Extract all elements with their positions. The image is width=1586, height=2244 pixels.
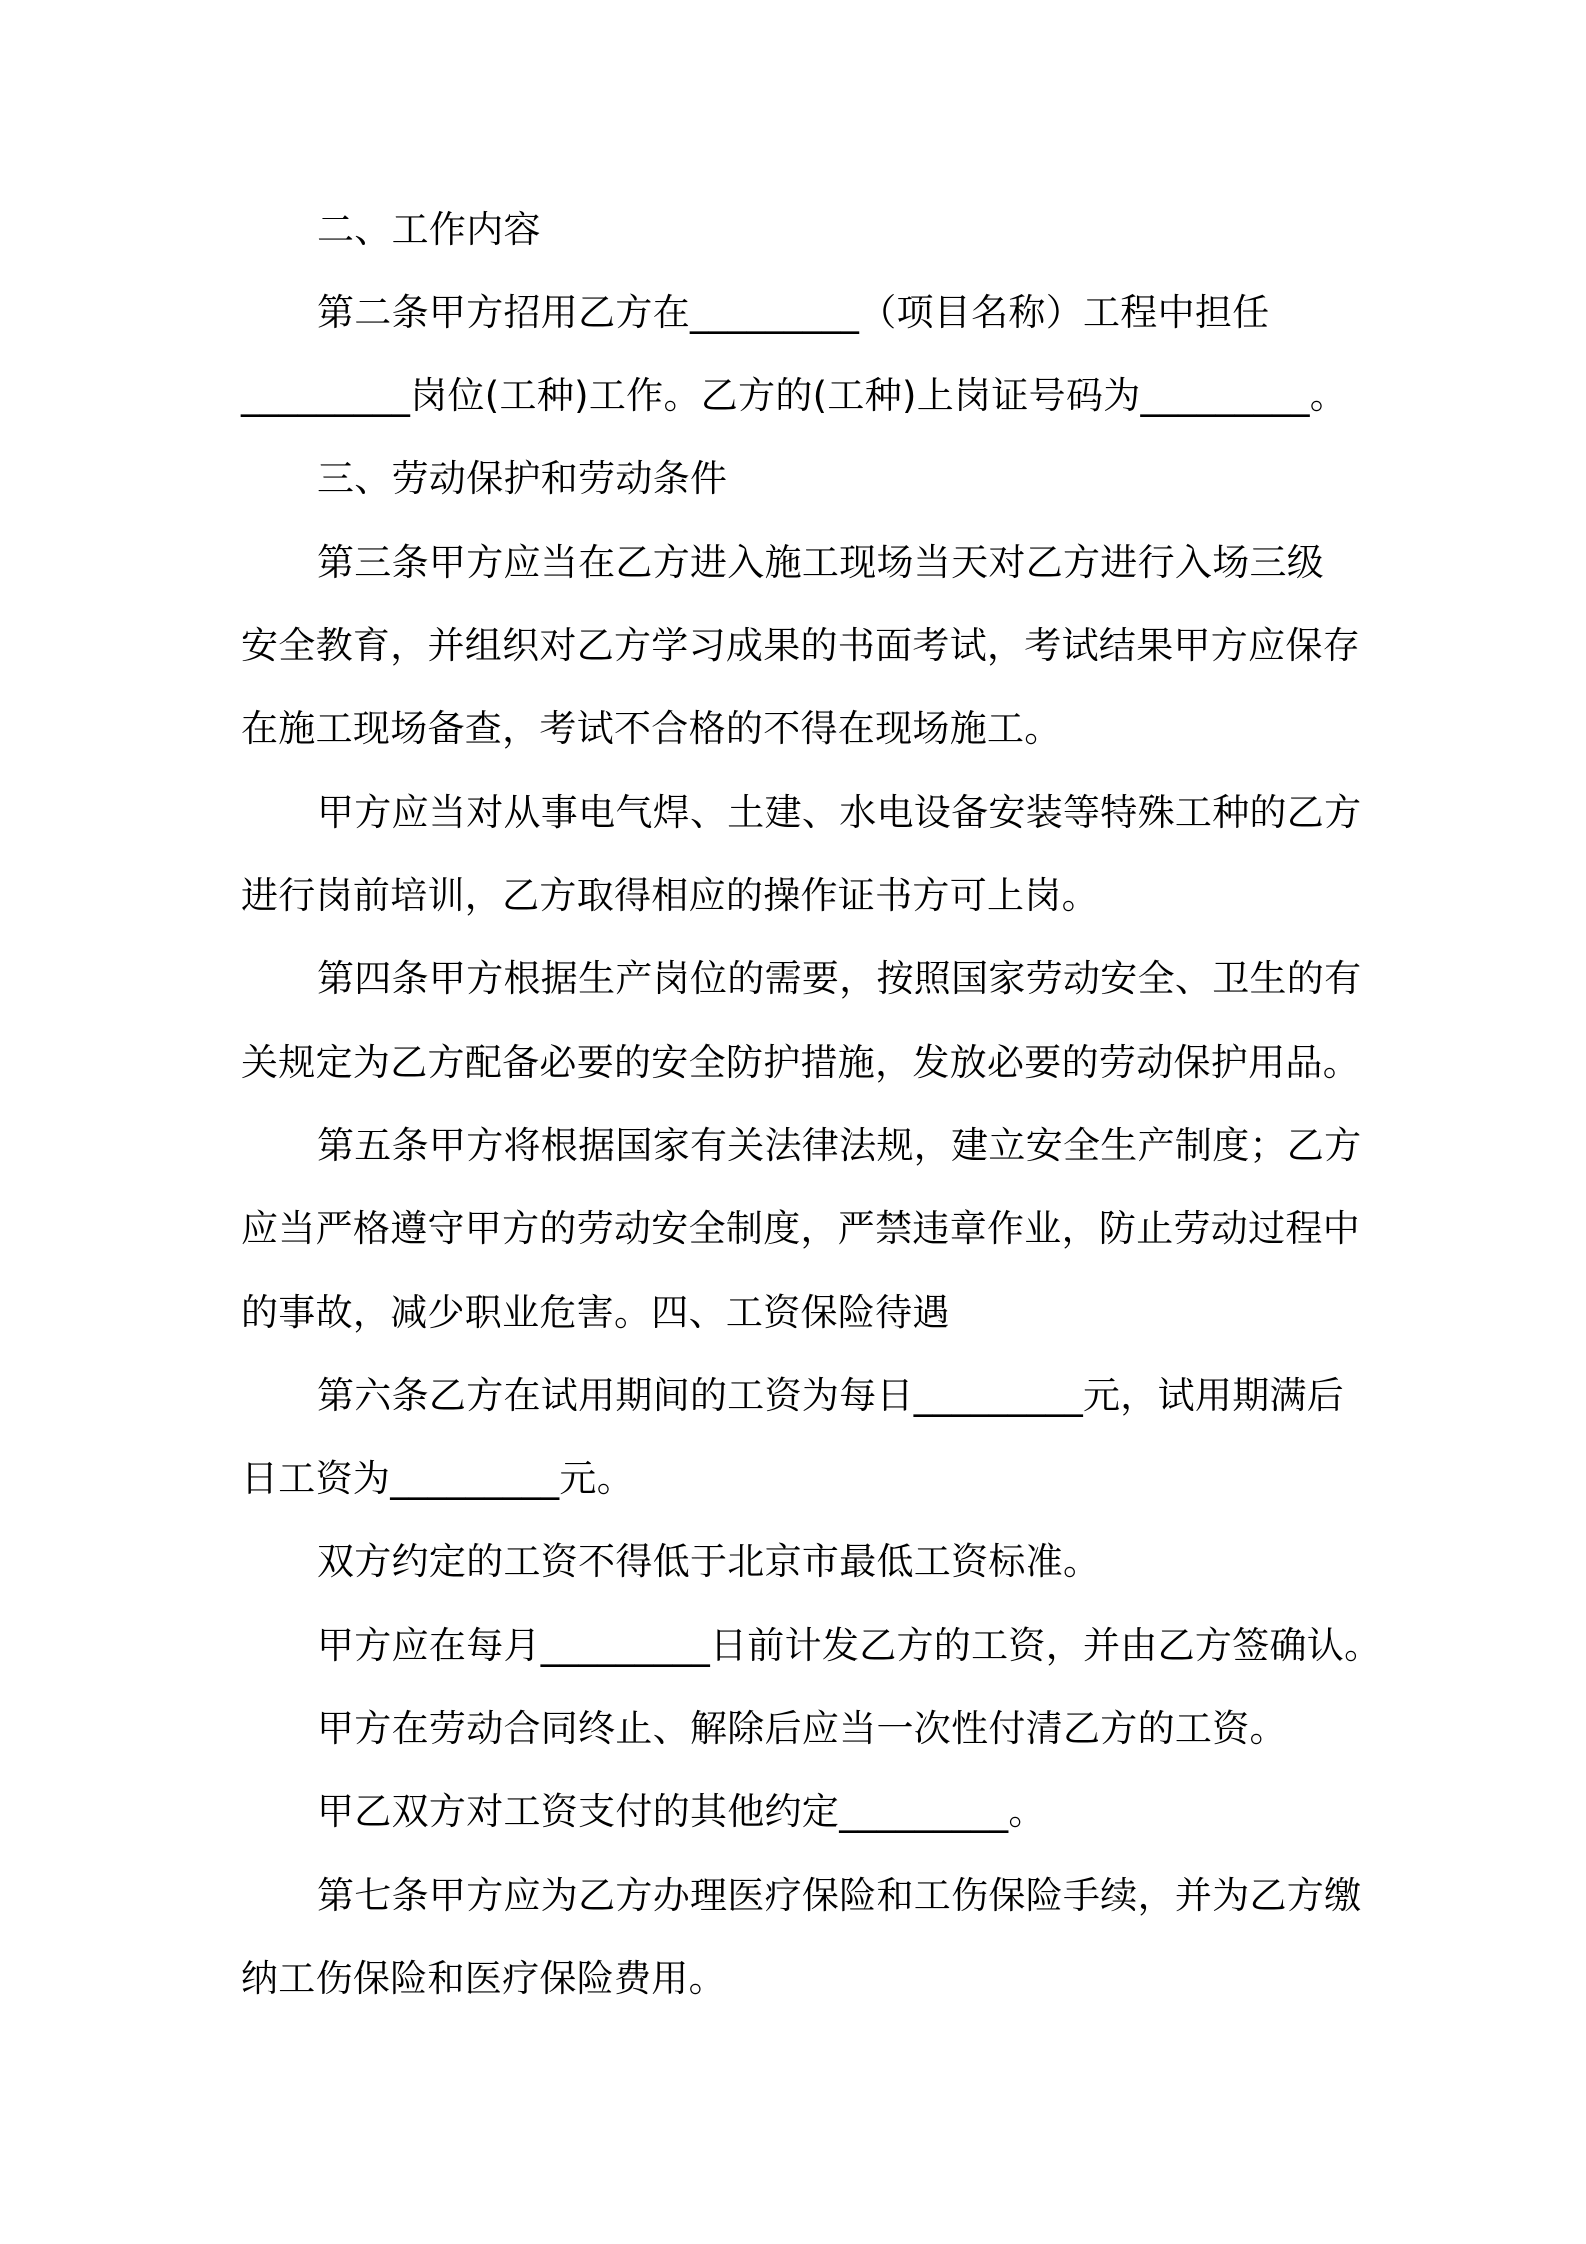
training-paragraph-line-2: 进行岗前培训，乙方取得相应的操作证书方可上岗。	[241, 874, 1099, 917]
article-3-line-3: 在施工现场备查，考试不合格的不得在现场施工。	[241, 707, 1062, 750]
article-6-line-2: 日工资为_________元。	[241, 1457, 634, 1500]
article-4-line-1: 第四条甲方根据生产岗位的需要，按照国家劳动安全、卫生的有	[317, 957, 1362, 1000]
article-7-line-2: 纳工伤保险和医疗保险费用。	[241, 1957, 726, 2000]
section-heading-work-content: 二、工作内容	[317, 208, 541, 251]
article-6-line-1: 第六条乙方在试用期间的工资为每日_________元，试用期满后	[317, 1374, 1345, 1417]
final-pay-paragraph: 甲方在劳动合同终止、解除后应当一次性付清乙方的工资。	[317, 1707, 1287, 1750]
article-4-line-2: 关规定为乙方配备必要的安全防护措施，发放必要的劳动保护用品。	[241, 1041, 1360, 1084]
article-5-line-1: 第五条甲方将根据国家有关法律法规，建立安全生产制度；乙方	[317, 1124, 1362, 1167]
min-wage-paragraph: 双方约定的工资不得低于北京市最低工资标准。	[317, 1540, 1101, 1583]
training-paragraph-line-1: 甲方应当对从事电气焊、土建、水电设备安装等特殊工种的乙方	[317, 791, 1362, 834]
other-agreement-paragraph: 甲乙双方对工资支付的其他约定_________。	[317, 1790, 1046, 1833]
article-3-line-1: 第三条甲方应当在乙方进入施工现场当天对乙方进行入场三级	[317, 541, 1325, 584]
section-heading-labor-protection: 三、劳动保护和劳动条件	[317, 457, 728, 500]
article-5-line-3: 的事故，减少职业危害。四、工资保险待遇	[241, 1291, 950, 1334]
article-2-line-1: 第二条甲方招用乙方在_________（项目名称）工程中担任	[317, 291, 1270, 334]
pay-date-paragraph: 甲方应在每月_________日前计发乙方的工资，并由乙方签确认。	[317, 1624, 1382, 1667]
article-7-line-1: 第七条甲方应为乙方办理医疗保险和工伤保险手续，并为乙方缴	[317, 1874, 1362, 1917]
article-3-line-2: 安全教育，并组织对乙方学习成果的书面考试，考试结果甲方应保存	[241, 624, 1360, 667]
article-5-line-2: 应当严格遵守甲方的劳动安全制度，严禁违章作业，防止劳动过程中	[241, 1207, 1360, 1250]
article-2-line-2: _________岗位(工种)工作。乙方的(工种)上岗证号码为_________。	[241, 374, 1348, 417]
